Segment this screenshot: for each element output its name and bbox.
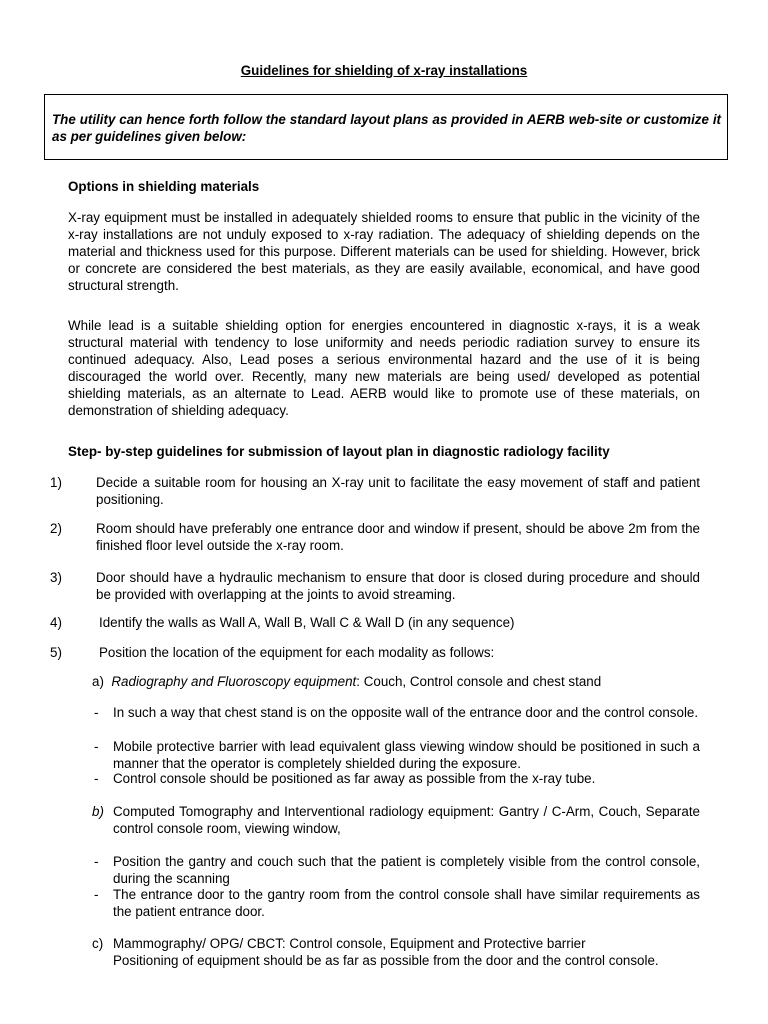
bullet-dash: -	[94, 705, 99, 720]
notice-box: The utility can hence forth follow the standard layout plans as provided in AERB web-site or customize it as per guidelines given below:	[44, 94, 728, 160]
options-paragraph-1: X-ray equipment must be installed in adequately shielded rooms to ensure that public in the vicinity of the x-ray installations are not unduly exposed to x-ray radiation. The adequacy of shielding depends on the material and thickness used for this purpose. Different materials can be used for shielding. However, brick or concrete are considered the best materials, as they are easily available, economical, and have good structural strength.	[68, 210, 700, 293]
step-text: Door should have a hydraulic mechanism to ensure that door is closed during procedure and should be provided with overlapping at the joints to avoid streaming.	[96, 570, 700, 602]
modality-a-name: Radiography and Fluoroscopy equipment	[111, 674, 357, 689]
bullet-dash: -	[94, 771, 99, 786]
step-number: 3)	[50, 570, 62, 585]
step-text: Identify the walls as Wall A, Wall B, Wall C & Wall D (in any sequence)	[99, 615, 515, 630]
document-title: Guidelines for shielding of x-ray installations	[240, 63, 528, 78]
modality-b-text: Computed Tomography and Interventional radiology equipment: Gantry / C-Arm, Couch, Separate control console room, viewing window,	[113, 804, 700, 836]
modality-c-line-2: Positioning of equipment should be as far as possible from the door and the control console.	[113, 953, 659, 968]
step-number: 2)	[50, 521, 62, 536]
step-text: Room should have preferably one entrance door and window if present, should be above 2m from the finished floor level outside the x-ray room.	[96, 521, 700, 553]
bullet-dash: -	[94, 739, 99, 754]
modality-a-bullet: In such a way that chest stand is on the opposite wall of the entrance door and the control console.	[113, 705, 699, 720]
modality-b-bullet: Position the gantry and couch such that the patient is completely visible from the control console, during the scanning	[113, 854, 700, 886]
modality-a	[92, 673, 700, 690]
modality-a-rest: : Couch, Control console and chest stand	[356, 674, 602, 689]
bullet-dash: -	[94, 854, 99, 869]
bullet-dash: -	[94, 887, 99, 902]
step-text: Position the location of the equipment for each modality as follows:	[99, 645, 495, 660]
step-number: 5)	[50, 645, 62, 660]
modality-c-line-1: Mammography/ OPG/ CBCT: Control console, Equipment and Protective barrier	[113, 936, 586, 951]
modality-a-bullet: Control console should be positioned as far away as possible from the x-ray tube.	[113, 771, 596, 786]
modality-a-label: a)	[92, 674, 104, 689]
step-number: 4)	[50, 615, 62, 630]
step-number: 1)	[50, 475, 62, 490]
step-text: Decide a suitable room for housing an X-ray unit to facilitate the easy movement of staff and patient positioning.	[96, 475, 700, 507]
modality-b-label: b)	[92, 804, 104, 819]
modality-c-label: c)	[92, 936, 104, 951]
steps-heading: Step- by-step guidelines for submission of layout plan in diagnostic radiology facility	[68, 444, 610, 459]
modality-a-bullet: Mobile protective barrier with lead equivalent glass viewing window should be positioned in such a manner that the operator is completely shielded during the exposure.	[113, 739, 700, 771]
options-paragraph-2: While lead is a suitable shielding option for energies encountered in diagnostic x-rays, it is a weak structural material with tendency to lose uniformity and needs periodic radiation survey to ensure its continued adequacy. Also, Lead poses a serious environmental hazard and the use of it is being discouraged the world over. Recently, many new materials are being used/ developed as potential shielding materials, as an alternate to Lead. AERB would like to promote use of these materials, on demonstration of shielding adequacy.	[68, 318, 700, 418]
options-heading: Options in shielding materials	[68, 179, 260, 194]
modality-b-bullet: The entrance door to the gantry room from the control console shall have similar requirements as the patient entrance door.	[113, 887, 700, 919]
